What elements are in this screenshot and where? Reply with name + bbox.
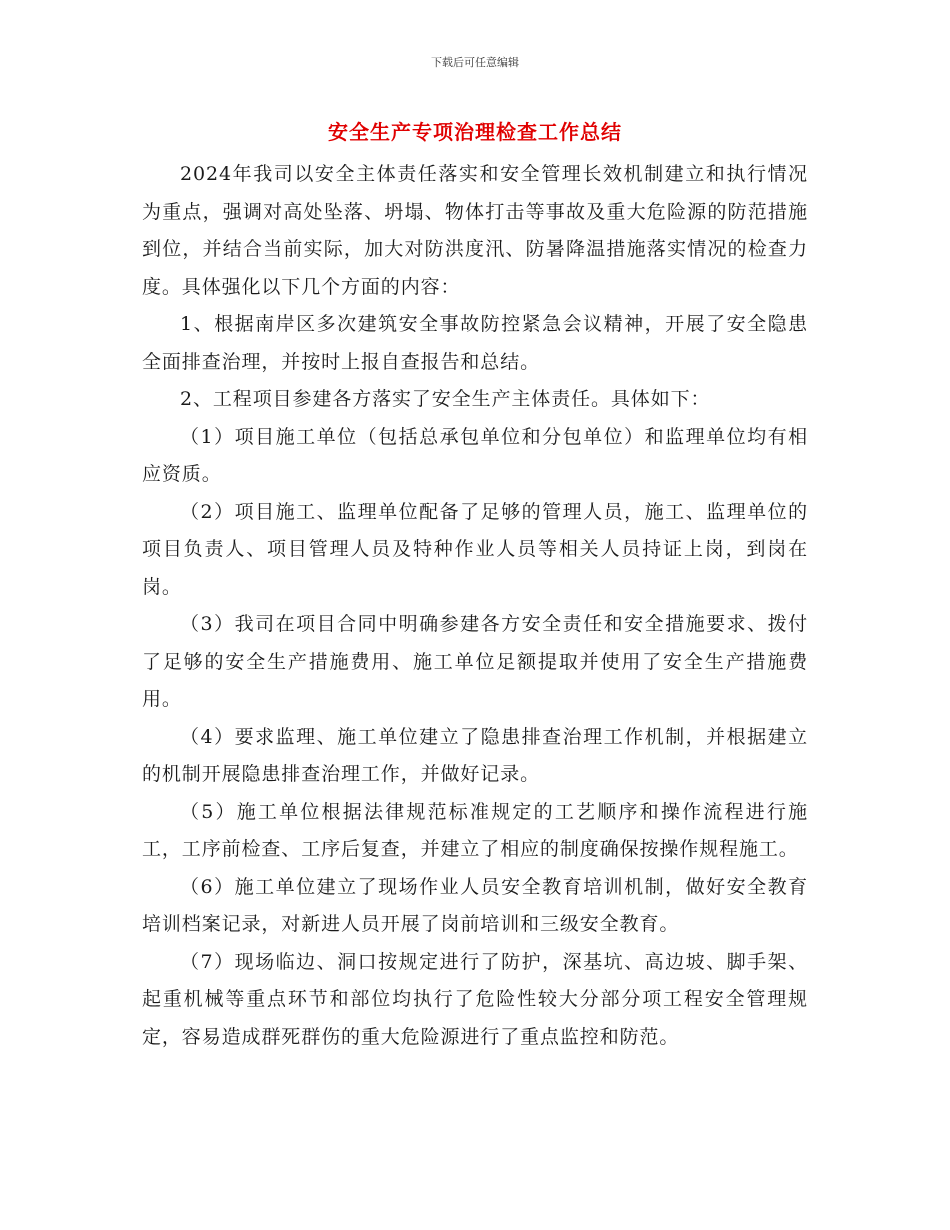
paragraph-subitem-3: （3）我司在项目合同中明确参建各方安全责任和安全措施要求、拨付了足够的安全生产措施费用、施工单位足额提取并使用了安全生产措施费用。 (142, 613, 808, 710)
header-note: 下载后可任意编辑 (431, 56, 519, 69)
paragraph-subitem-4: （4）要求监理、施工单位建立了隐患排查治理工作机制，并根据建立的机制开展隐患排查治理工作，并做好记录。 (142, 725, 808, 785)
paragraph-subitem-7: （7）现场临边、洞口按规定进行了防护，深基坑、高边坡、脚手架、起重机械等重点环节和部位均执行了危险性较大分部分项工程安全管理规定，容易造成群死群伤的重大危险源进行了重点监控和防范。 (142, 950, 808, 1048)
paragraph-intro: 2024年我司以安全主体责任落实和安全管理长效机制建立和执行情况为重点，强调对高处坠落、坍塌、物体打击等事故及重大危险源的防范措施到位，并结合当前实际，加大对防洪度汛、防暑降温措施落实情况的检查力度。具体强化以下几个方面的内容： (142, 163, 808, 298)
paragraph-subitem-5: （5）施工单位根据法律规范标准规定的工艺顺序和操作流程进行施工，工序前检查、工序后复查，并建立了相应的制度确保按操作规程施工。 (142, 800, 808, 860)
paragraph-item-1: 1、根据南岸区多次建筑安全事故防控紧急会议精神，开展了安全隐患全面排查治理，并按时上报自查报告和总结。 (142, 313, 808, 373)
document-body (142, 156, 808, 1056)
paragraph-subitem-6: （6）施工单位建立了现场作业人员安全教育培训机制，做好安全教育培训档案记录，对新进人员开展了岗前培训和三级安全教育。 (142, 875, 808, 935)
paragraph-item-2: 2、工程项目参建各方落实了安全生产主体责任。具体如下： (180, 388, 711, 410)
paragraph-subitem-1: （1）项目施工单位（包括总承包单位和分包单位）和监理单位均有相应资质。 (142, 425, 808, 485)
paragraph-subitem-2: （2）项目施工、监理单位配备了足够的管理人员，施工、监理单位的项目负责人、项目管理人员及特种作业人员等相关人员持证上岗，到岗在岗。 (142, 500, 808, 598)
document-title: 安全生产专项治理检查工作总结 (328, 120, 622, 144)
